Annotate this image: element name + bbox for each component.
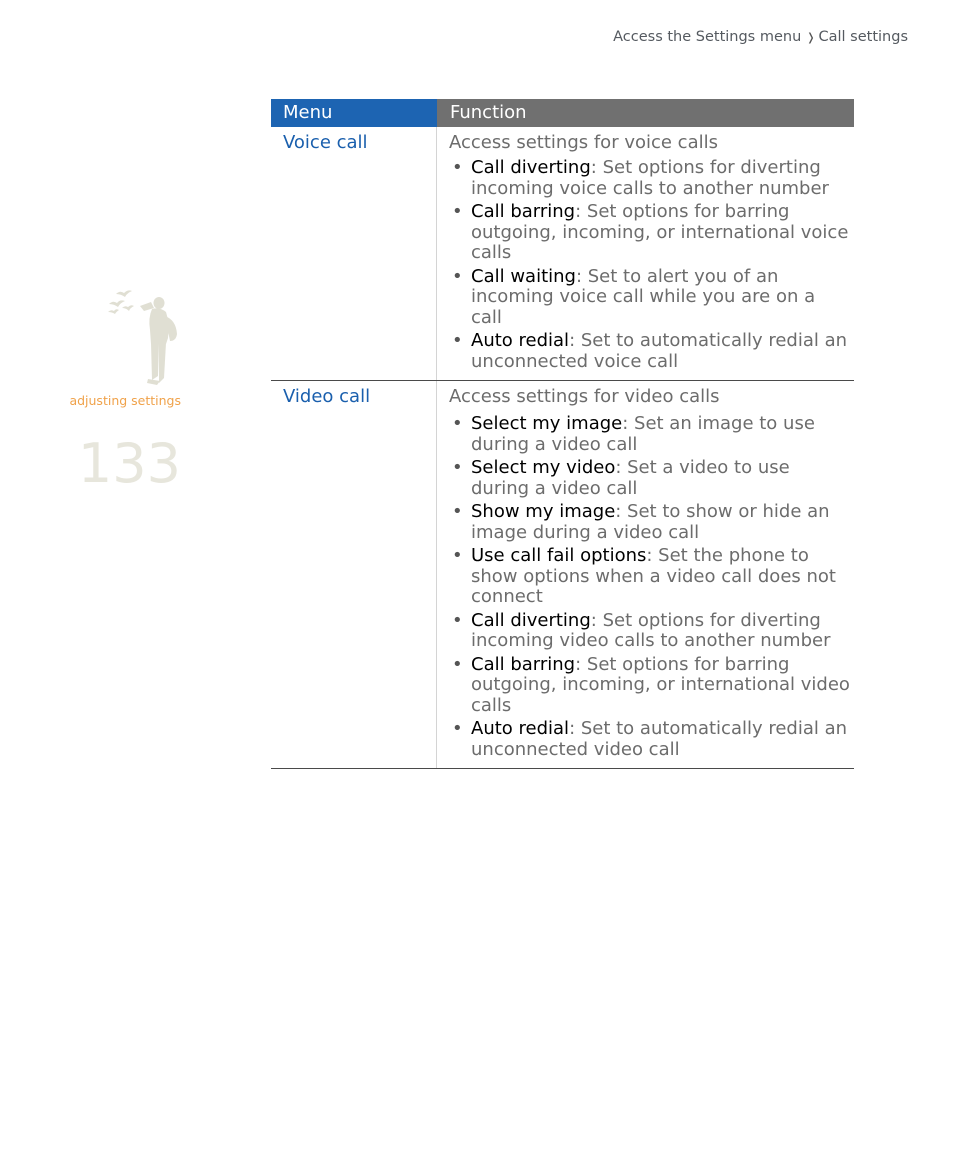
option-description: : Set options for barring outgoing, incoming, or international voice calls bbox=[471, 201, 849, 263]
option-description: : Set a video to use during a video call bbox=[471, 457, 790, 499]
option-description: : Set options for barring outgoing, incoming, or international video calls bbox=[471, 653, 850, 716]
option-term: Use call fail options bbox=[471, 545, 647, 566]
option-description: : Set to show or hide an image during a video call bbox=[471, 501, 830, 543]
list-item bbox=[449, 267, 850, 329]
option-term: Call barring bbox=[471, 653, 576, 675]
bullet-icon: • bbox=[452, 653, 463, 675]
list-item bbox=[449, 158, 850, 199]
settings-table bbox=[271, 99, 854, 769]
option-list bbox=[449, 158, 850, 372]
breadcrumb-separator-icon: ❭ bbox=[806, 31, 816, 44]
list-item bbox=[449, 502, 850, 543]
list-item bbox=[449, 611, 850, 652]
bullet-icon: • bbox=[452, 501, 463, 522]
option-term: Auto redial bbox=[471, 330, 570, 351]
table-row bbox=[271, 127, 854, 381]
list-item bbox=[449, 414, 850, 455]
option-term: Auto redial bbox=[471, 718, 570, 739]
bullet-icon: • bbox=[452, 457, 463, 478]
section-label: adjusting settings bbox=[69, 393, 181, 408]
table-header bbox=[271, 99, 854, 127]
option-description: : Set to alert you of an incoming voice call while you are on a call bbox=[471, 265, 816, 328]
list-item bbox=[449, 546, 850, 608]
function-cell bbox=[437, 381, 854, 768]
option-description: : Set options for diverting incoming video calls to another number bbox=[471, 609, 831, 651]
option-description: : Set an image to use during a video call bbox=[471, 413, 815, 455]
bullet-icon: • bbox=[452, 201, 463, 222]
breadcrumb-current: Call settings bbox=[818, 29, 908, 45]
bullet-icon: • bbox=[452, 330, 463, 351]
breadcrumb-parent: Access the Settings menu bbox=[613, 29, 802, 45]
option-term: Select my video bbox=[471, 457, 616, 478]
option-term: Call diverting bbox=[471, 157, 591, 178]
menu-cell: Video call bbox=[271, 381, 437, 768]
option-term: Select my image bbox=[471, 413, 623, 434]
list-item bbox=[449, 458, 850, 499]
bullet-icon: • bbox=[452, 545, 463, 566]
option-description: : Set to automatically redial an unconnected voice call bbox=[471, 330, 848, 372]
list-item bbox=[449, 331, 850, 372]
list-item bbox=[449, 202, 850, 264]
photographer-with-birds-icon bbox=[104, 286, 184, 388]
menu-cell: Voice call bbox=[271, 127, 437, 380]
bullet-icon: • bbox=[452, 718, 463, 739]
option-description: : Set options for diverting incoming voice calls to another number bbox=[471, 157, 829, 199]
bullet-icon: • bbox=[452, 157, 463, 178]
option-term: Show my image bbox=[471, 501, 616, 522]
option-term: Call barring bbox=[471, 201, 576, 222]
function-intro: Access settings for voice calls bbox=[449, 132, 718, 153]
function-cell bbox=[437, 127, 854, 380]
option-description: : Set the phone to show options when a video call does not connect bbox=[471, 545, 836, 607]
option-list bbox=[449, 414, 850, 760]
option-description: : Set to automatically redial an unconnected video call bbox=[471, 718, 848, 760]
breadcrumb bbox=[613, 29, 908, 45]
option-term: Call diverting bbox=[471, 609, 591, 631]
column-header-menu: Menu bbox=[271, 99, 437, 127]
list-item bbox=[449, 719, 850, 760]
table-row bbox=[271, 381, 854, 769]
bullet-icon: • bbox=[452, 413, 463, 434]
column-header-function: Function bbox=[437, 99, 854, 127]
list-item bbox=[449, 655, 850, 717]
page-number: 133 bbox=[77, 432, 181, 495]
bullet-icon: • bbox=[452, 265, 463, 287]
function-intro: Access settings for video calls bbox=[449, 386, 720, 407]
bullet-icon: • bbox=[452, 609, 463, 631]
option-term: Call waiting bbox=[471, 265, 576, 287]
